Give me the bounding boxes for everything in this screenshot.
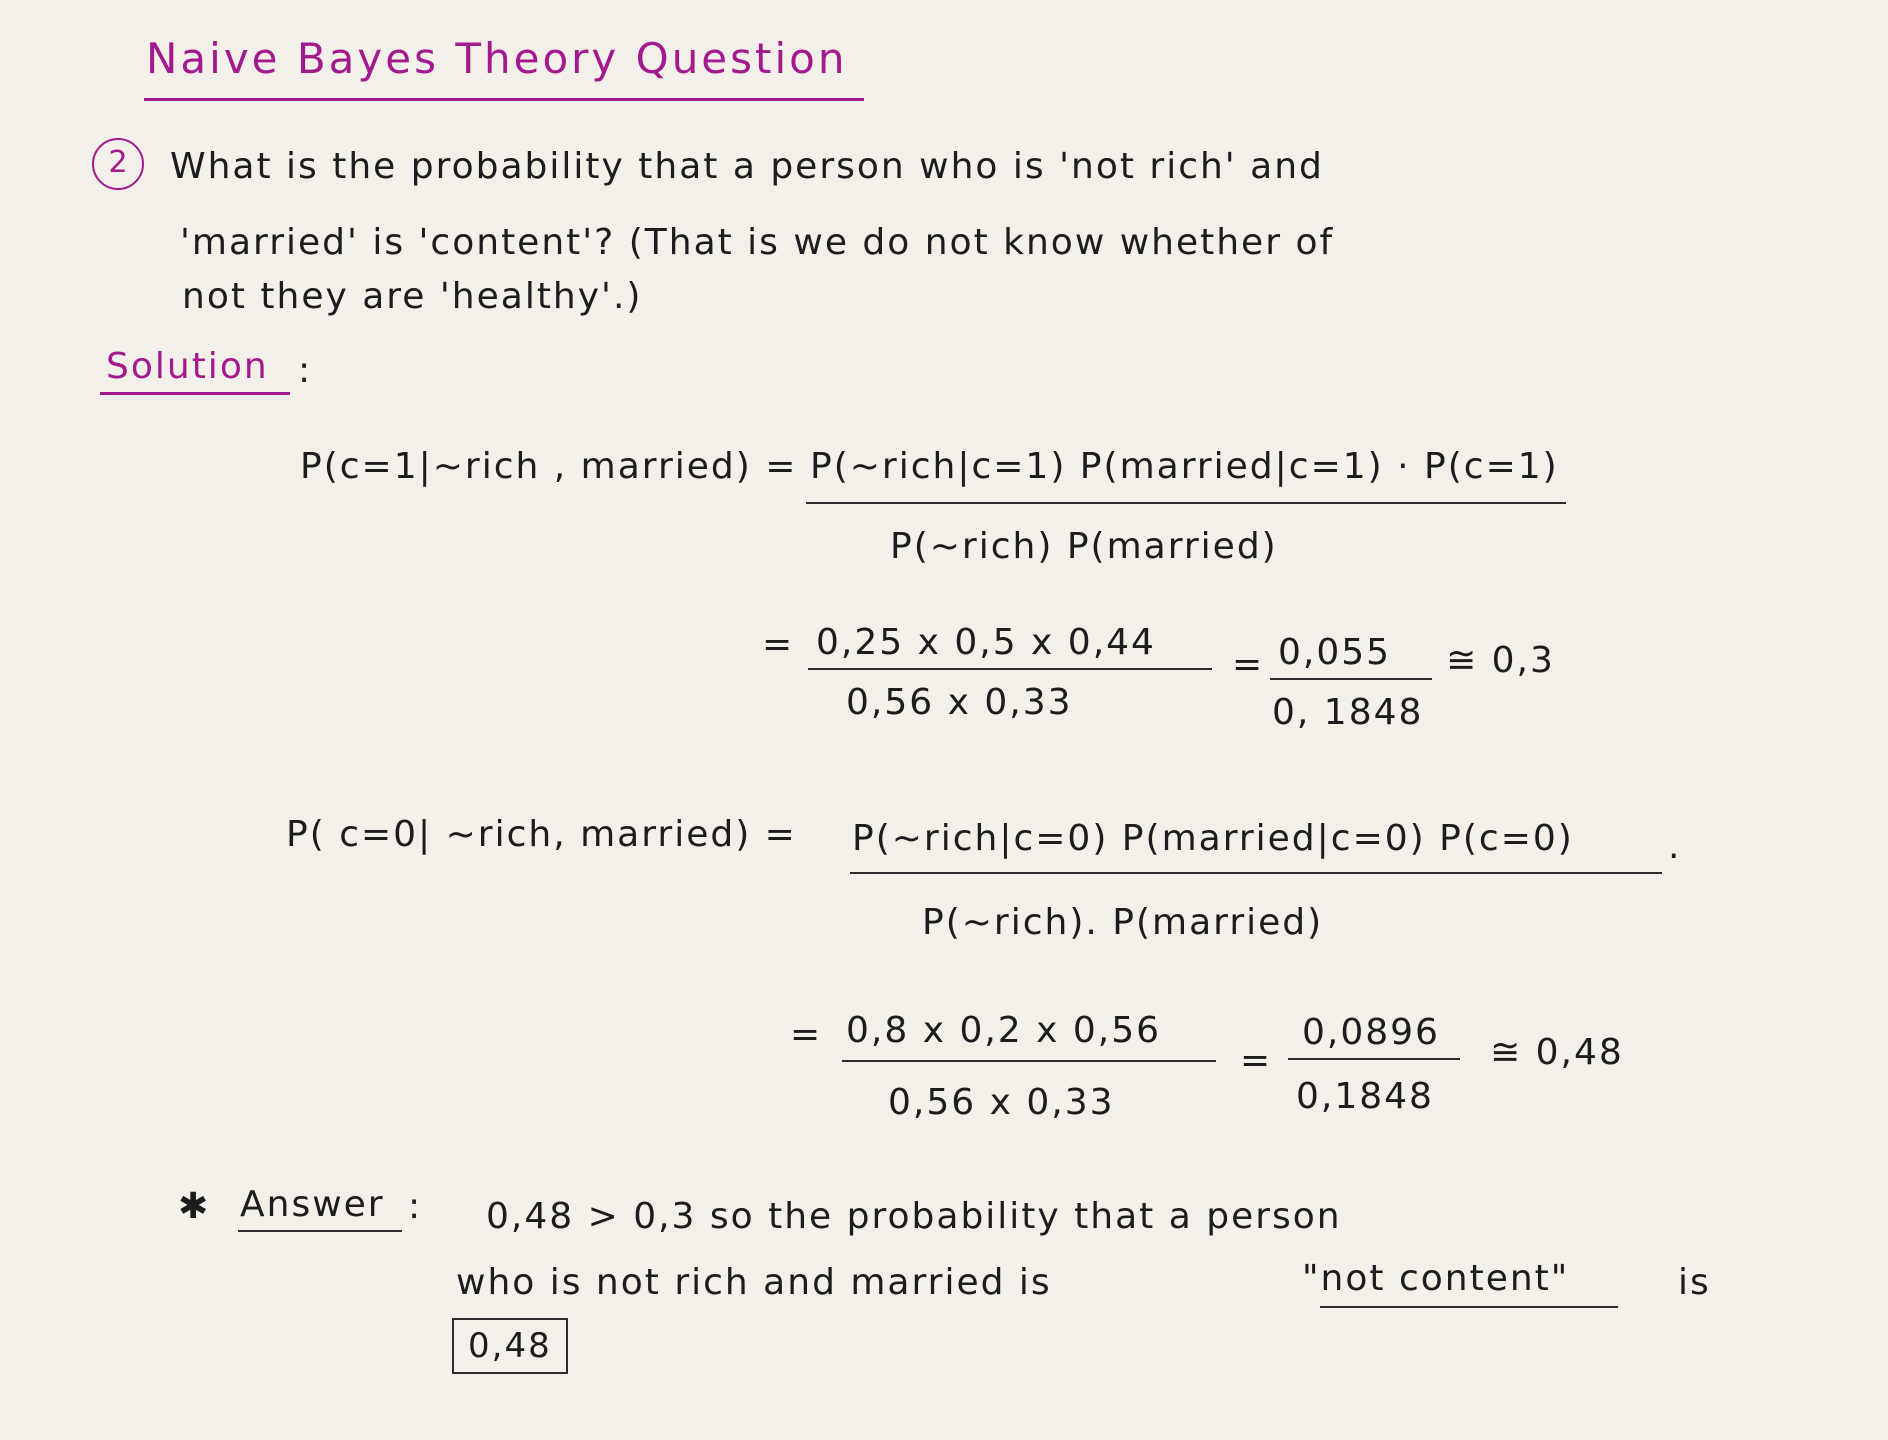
- eq2-numerator-2: 0,055: [1278, 632, 1392, 673]
- eq4-fraction-bar-2: [1288, 1058, 1460, 1060]
- answer-line-2a: who is not rich and married is: [456, 1262, 1052, 1303]
- eq2-denominator-2: 0, 1848: [1272, 692, 1424, 733]
- title-underline: [144, 98, 864, 101]
- solution-colon: :: [298, 350, 313, 391]
- eq2-denominator: 0,56 x 0,33: [846, 682, 1073, 723]
- solution-underline: [100, 392, 290, 395]
- eq4-approx-result: ≅ 0,48: [1490, 1032, 1624, 1073]
- answer-not-content: "not content": [1302, 1258, 1570, 1299]
- eq2-equals: =: [762, 624, 795, 665]
- eq2-equals-2: =: [1232, 644, 1265, 685]
- not-content-underline: [1320, 1306, 1618, 1308]
- answer-line-2c: is: [1678, 1262, 1711, 1303]
- eq4-equals-2: =: [1240, 1040, 1273, 1081]
- eq3-numerator: P(~rich|c=0) P(married|c=0) P(c=0): [852, 818, 1574, 859]
- answer-star-icon: ✱: [178, 1186, 211, 1227]
- question-number-badge: 2: [92, 138, 144, 190]
- answer-colon: :: [408, 1186, 423, 1227]
- eq2-numerator: 0,25 x 0,5 x 0,44: [816, 622, 1156, 663]
- question-line-3: not they are 'healthy'.): [182, 276, 643, 317]
- eq4-denominator: 0,56 x 0,33: [888, 1082, 1115, 1123]
- eq1-fraction-bar: [806, 502, 1566, 504]
- answer-underline: [238, 1230, 402, 1232]
- eq3-denominator: P(~rich). P(married): [922, 902, 1324, 943]
- answer-line-1: 0,48 > 0,3 so the probability that a person: [486, 1196, 1342, 1237]
- answer-boxed-result: 0,48: [452, 1318, 568, 1374]
- eq1-numerator: P(~rich|c=1) P(married|c=1) · P(c=1): [810, 446, 1559, 487]
- eq3-fraction-bar: [850, 872, 1662, 874]
- eq4-numerator: 0,8 x 0,2 x 0,56: [846, 1010, 1162, 1051]
- page-title: Naive Bayes Theory Question: [146, 34, 848, 83]
- eq3-lhs: P( c=0| ~rich, married) =: [286, 814, 797, 855]
- eq1-lhs: P(c=1|~rich , married) =: [300, 446, 798, 487]
- eq4-equals: =: [790, 1014, 823, 1055]
- eq3-trailing-dot: .: [1668, 826, 1682, 867]
- eq4-fraction-bar: [842, 1060, 1216, 1062]
- solution-label: Solution: [106, 346, 269, 387]
- question-line-2: 'married' is 'content'? (That is we do not know whether of: [180, 222, 1335, 263]
- eq4-denominator-2: 0,1848: [1296, 1076, 1434, 1117]
- eq1-denominator: P(~rich) P(married): [890, 526, 1278, 567]
- answer-label: Answer: [240, 1184, 385, 1225]
- eq2-fraction-bar: [808, 668, 1212, 670]
- eq4-numerator-2: 0,0896: [1302, 1012, 1440, 1053]
- question-line-1: What is the probability that a person who is 'not rich' and: [170, 146, 1324, 187]
- eq2-fraction-bar-2: [1270, 678, 1432, 680]
- eq2-approx-result: ≅ 0,3: [1446, 640, 1555, 681]
